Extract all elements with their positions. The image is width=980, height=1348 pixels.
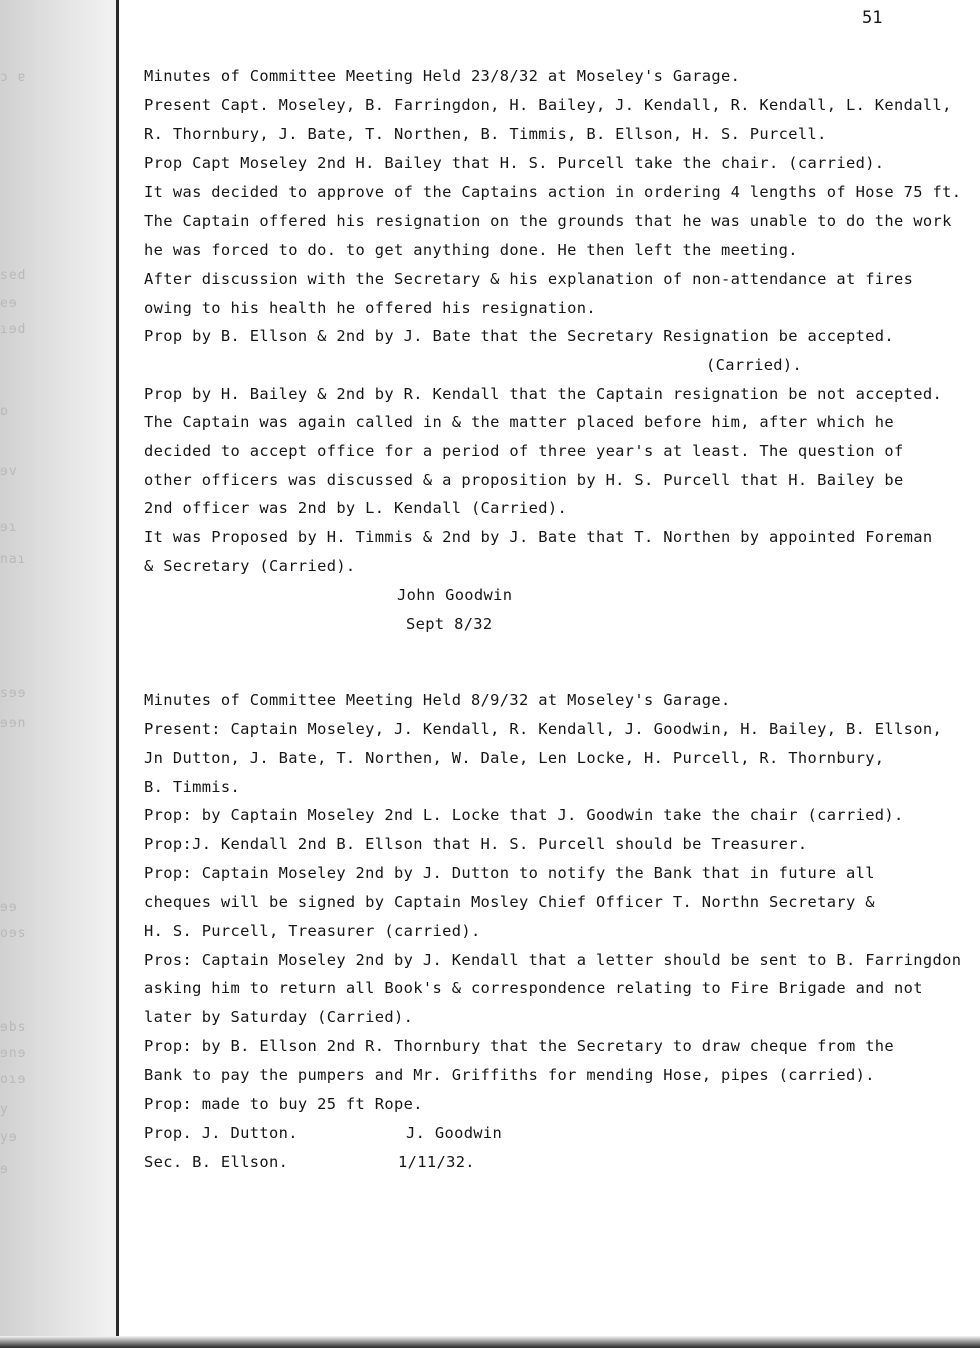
facing-page-margin — [0, 0, 118, 1348]
minutes-line: cheques will be signed by Captain Mosley Chief Officer T. Northn Secretary & — [144, 893, 875, 911]
ghost-text: sed — [0, 268, 27, 283]
minutes-line: H. S. Purcell, Treasurer (carried). — [144, 922, 481, 940]
ghost-text: ɘɿ — [0, 520, 18, 535]
signature-name: John Goodwin — [397, 586, 513, 604]
minutes-line: Prop by B. Ellson & 2nd by J. Bate that the Secretary Resignation be accepted. — [144, 327, 895, 345]
proposer-label: Prop. J. Dutton. — [144, 1124, 298, 1142]
minutes-line: he was forced to do. to get anything done. He then left the meeting. — [144, 241, 798, 259]
ghost-text: oɿɘ — [0, 1072, 27, 1087]
minutes-line: 2nd officer was 2nd by L. Kendall (Carried). — [144, 499, 568, 517]
scan-bottom-edge — [0, 1336, 980, 1348]
ghost-text: yɘ — [0, 1130, 18, 1145]
ghost-text: ɘɘn — [0, 716, 27, 731]
minutes-line: Prop: by B. Ellson 2nd R. Thornbury that the Secretary to draw cheque from the — [144, 1037, 895, 1055]
ghost-text: oɘs — [0, 926, 27, 941]
minutes-line: It was Proposed by H. Timmis & 2nd by J. Bate that T. Northen by appointed Foreman — [144, 528, 933, 546]
minutes-line: Prop: Captain Moseley 2nd by J. Dutton to notify the Bank that in future all — [144, 864, 875, 882]
minutes-line: R. Thornbury, J. Bate, T. Northen, B. Timmis, B. Ellson, H. S. Purcell. — [144, 125, 827, 143]
ghost-text: ɔ ɐ — [0, 70, 27, 85]
minutes-line: Minutes of Committee Meeting Held 8/9/32 at Moseley's Garage. — [144, 691, 731, 709]
minutes-line: later by Saturday (Carried). — [144, 1008, 414, 1026]
page-number: 51 — [862, 8, 883, 28]
ghost-text: ɘɘ — [0, 900, 18, 915]
minutes-line: Minutes of Committee Meeting Held 23/8/32 at Moseley's Garage. — [144, 67, 741, 85]
minutes-line: & Secretary (Carried). — [144, 557, 356, 575]
minutes-line: other officers was discussed & a proposition by H. S. Purcell that H. Bailey be — [144, 471, 904, 489]
signature-name: J. Goodwin — [406, 1124, 503, 1142]
minutes-line: Prop:J. Kendall 2nd B. Ellson that H. S. Purcell should be Treasurer. — [144, 835, 808, 853]
ghost-text: y — [0, 1102, 9, 1117]
ghost-text: sɘɘ — [0, 686, 27, 701]
minutes-line: asking him to return all Book's & correspondence relating to Fire Brigade and not — [144, 979, 923, 997]
seconder-label: Sec. B. Ellson. — [144, 1153, 289, 1171]
minutes-line: Prop Capt Moseley 2nd H. Bailey that H. S. Purcell take the chair. (carried). — [144, 154, 885, 172]
minutes-line: Bank to pay the pumpers and Mr. Griffiths for mending Hose, pipes (carried). — [144, 1066, 875, 1084]
minutes-line: Prop by H. Bailey & 2nd by R. Kendall that the Captain resignation be not accepted. — [144, 385, 943, 403]
minutes-line: Prop: by Captain Moseley 2nd L. Locke that J. Goodwin take the chair (carried). — [144, 806, 904, 824]
ghost-text: ɘbs — [0, 1020, 27, 1035]
minutes-line: Present: Captain Moseley, J. Kendall, R. Kendall, J. Goodwin, H. Bailey, B. Ellson, — [144, 720, 943, 738]
minutes-line: Jn Dutton, J. Bate, T. Northen, W. Dale, Len Locke, H. Purcell, R. Thornbury, — [144, 749, 885, 767]
minutes-line: B. Timmis. — [144, 778, 241, 796]
ghost-text: ɘ — [0, 1162, 9, 1177]
ghost-text: naɿ — [0, 552, 27, 567]
minutes-line: After discussion with the Secretary & his explanation of non-attendance at fires — [144, 270, 914, 288]
ghost-text: ɘv — [0, 464, 18, 479]
minutes-line: Prop: made to buy 25 ft Rope. — [144, 1095, 423, 1113]
ghost-text: eɘ — [0, 296, 18, 311]
minutes-line: Present Capt. Moseley, B. Farringdon, H. Bailey, J. Kendall, R. Kendall, L. Kendall, — [144, 96, 952, 114]
minutes-line: The Captain offered his resignation on the grounds that he was unable to do the work — [144, 212, 952, 230]
minutes-line: It was decided to approve of the Captains action in ordering 4 lengths of Hose 75 ft. — [144, 183, 962, 201]
minutes-line: owing to his health he offered his resignation. — [144, 299, 596, 317]
ghost-text: ɿɘd — [0, 322, 27, 337]
ghost-text: ɒ — [0, 404, 9, 419]
minutes-line: Pros: Captain Moseley 2nd by J. Kendall that a letter should be sent to B. Farringdon — [144, 951, 962, 969]
signature-date: Sept 8/32 — [406, 615, 493, 633]
signature-date: 1/11/32. — [398, 1153, 475, 1171]
ghost-text: ɘnɘ — [0, 1046, 27, 1061]
page-binding-edge — [116, 0, 119, 1348]
minutes-line: (Carried). — [706, 356, 803, 374]
minutes-line: decided to accept office for a period of three year's at least. The question of — [144, 442, 904, 460]
minutes-line: The Captain was again called in & the matter placed before him, after which he — [144, 413, 895, 431]
